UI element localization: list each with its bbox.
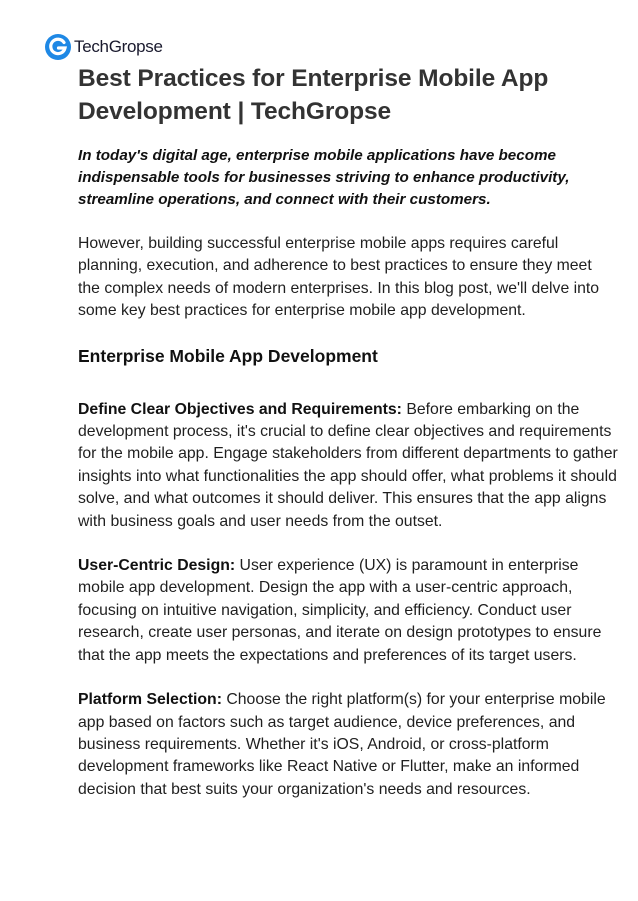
practice-lead: User-Centric Design:: [78, 557, 236, 575]
techgropse-g-logo-icon: [44, 33, 72, 61]
practice-platform-selection: [78, 689, 618, 801]
article: [78, 62, 618, 801]
practice-define-objectives: [78, 399, 618, 533]
practice-text: User experience (UX) is paramount in enterprise mobile app development. Design the app with a user-centric approach, focusing on intuitive navigation, simplicity, and efficiency. Conduct user research, create user personas, and iterate on design prototypes to ensure that the app meets the expectations and preferences of its target users.: [78, 557, 602, 664]
practice-lead: Platform Selection:: [78, 691, 222, 709]
page-title: Best Practices for Enterprise Mobile App Development | TechGropse: [78, 65, 549, 125]
intro-paragraph: In today's digital age, enterprise mobile applications have become indispensable tools for businesses striving to enhance productivity, streamline operations, and connect with their customers.: [78, 147, 570, 208]
practice-user-centric-design: [78, 555, 618, 667]
brand-name: TechGropse: [74, 37, 163, 56]
practice-text: Choose the right platform(s) for your enterprise mobile app based on factors such as target audience, device preferences, and business requirements. Whether it's iOS, Android, or cross-platform development frameworks like React Native or Flutter, make an informed decision that best suits your organization's needs and resources.: [78, 691, 606, 798]
practice-lead: Define Clear Objectives and Requirements:: [78, 400, 402, 418]
brand-logo: [44, 32, 163, 62]
section-heading: Enterprise Mobile App Development: [78, 345, 378, 366]
body-paragraph: However, building successful enterprise mobile apps requires careful planning, execution, and adherence to best practices to ensure they meet the complex needs of modern enterprises. In this blog post, we'll delve into some key best practices for enterprise mobile app development.: [78, 235, 600, 320]
practice-text: Before embarking on the development process, it's crucial to define clear objectives and requirements for the mobile app. Engage stakeholders from different departments to gather insights into what functionalities the app should offer, what problems it should solve, and what outcomes it should deliver. This ensures that the app aligns with business goals and user needs from the outset.: [78, 400, 618, 530]
